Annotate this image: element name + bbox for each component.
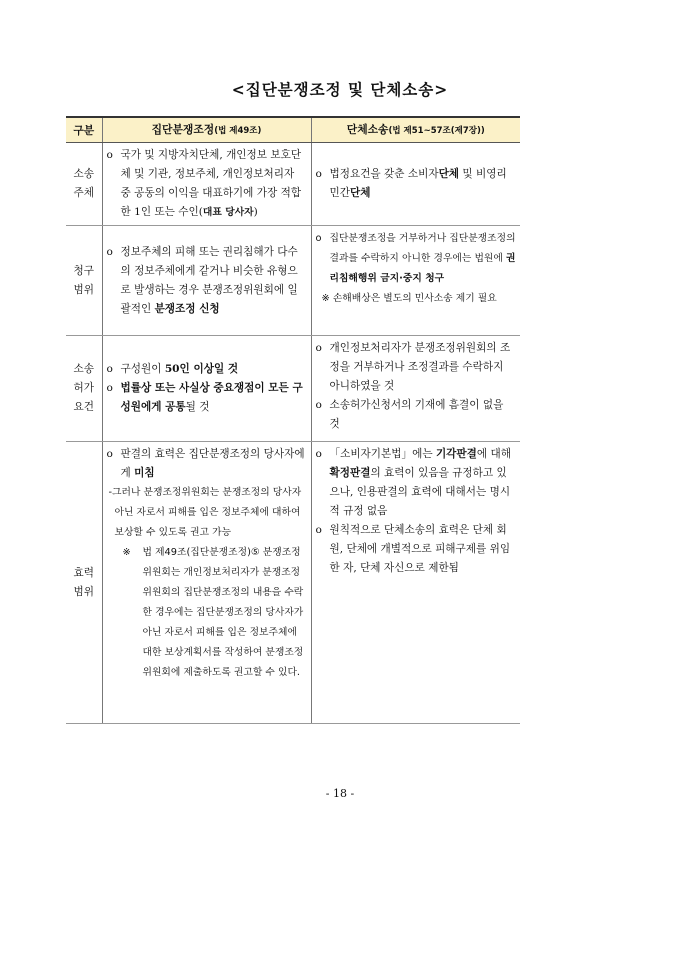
header-class-action bbox=[311, 117, 520, 143]
header-col3-small: (법 제51~57조(제7장)) bbox=[388, 125, 485, 136]
cell-mediation bbox=[102, 442, 311, 724]
item-bold: 분쟁조정 신청 bbox=[154, 302, 220, 315]
list-item bbox=[107, 243, 307, 319]
bullet-marker: o bbox=[106, 382, 113, 394]
item-text: 개인정보처리자가 분쟁조정위원회의 조정을 거부하거나 조정결과를 수락하지 아니하였을 것 bbox=[329, 342, 511, 392]
cell-class-action bbox=[311, 336, 520, 442]
list-item bbox=[316, 229, 517, 289]
item-text: 될 것 bbox=[185, 401, 210, 413]
row-category bbox=[66, 226, 102, 336]
category-line: 청구 bbox=[73, 264, 94, 277]
bullet-marker: o bbox=[315, 399, 322, 411]
note-text: 손해배상은 별도의 민사소송 제기 필요 bbox=[332, 293, 497, 304]
page-title: <집단분쟁조정 및 단체소송> bbox=[231, 80, 449, 99]
cell-class-action bbox=[311, 143, 520, 226]
item-bold: 50인 이상일 것 bbox=[164, 363, 239, 375]
item-bold: 확정판결 bbox=[329, 467, 371, 479]
table-row bbox=[66, 143, 520, 226]
table-row bbox=[66, 336, 520, 442]
note-text: 법 제49조(집단분쟁조정)⑤ 분쟁조정위원회는 개인정보처리자가 분쟁조정위원회의 집단분쟁조정의 내용을 수락한 경우에는 집단분쟁조정의 당사자가 아닌 자로서 피해를 입은 정보주체에 대한 보상계획서를 작성하여 분쟁조정위원회에 제출하도록 권고할 수 있다. bbox=[142, 547, 304, 678]
cell-mediation bbox=[102, 336, 311, 442]
table-header-row bbox=[66, 117, 520, 143]
item-text: 소송허가신청서의 기재에 흠결이 없을 것 bbox=[329, 399, 504, 430]
item-text: 정보주체의 피해 또는 권리침해가 다수의 정보주체에게 같거나 비슷한 유형으로 발생하는 경우 분쟁조정위원회에 일괄적인 bbox=[120, 245, 298, 315]
item-bold: 미침 bbox=[134, 467, 155, 479]
comparison-table bbox=[66, 116, 520, 724]
item-text: 의 효력이 있음을 규정하고 있으나, 인용판결의 효력에 대해서는 명시적 규정 없음 bbox=[329, 467, 511, 517]
cell-mediation bbox=[102, 226, 311, 336]
bullet-marker: o bbox=[315, 342, 322, 354]
item-text: 원칙적으로 단체소송의 효력은 단체 회원, 단체에 개별적으로 피해구제를 위임한 자, 단체 자신으로 제한됨 bbox=[329, 524, 511, 574]
item-text: 「소비자기본법」에는 bbox=[329, 448, 436, 460]
list-item bbox=[107, 146, 307, 222]
bullet-marker: o bbox=[315, 168, 322, 180]
list-item bbox=[316, 339, 517, 396]
cell-class-action bbox=[311, 226, 520, 336]
table-row bbox=[66, 226, 520, 336]
header-col2-main: 집단분쟁조정 bbox=[151, 122, 215, 136]
note bbox=[316, 289, 517, 308]
table-row bbox=[66, 442, 520, 724]
item-bold: 단체 bbox=[349, 187, 371, 199]
header-category: 구분 bbox=[66, 117, 102, 143]
item-text: ) bbox=[253, 206, 258, 218]
list-item bbox=[316, 165, 517, 203]
bullet-marker: o bbox=[106, 149, 113, 161]
item-bold: 법률상 또는 사실상 중요쟁점이 모든 구성원에게 공통 bbox=[120, 382, 303, 413]
bullet-marker: o bbox=[315, 233, 322, 244]
note-marker: ※ bbox=[122, 547, 131, 558]
item-bold: 기각판결 bbox=[435, 448, 477, 460]
list-item bbox=[107, 379, 307, 417]
item-text: 국가 및 지방자치단체, 개인정보 보호단체 및 기관, 정보주체, 개인정보처리자 중 공동의 이익을 대표하기에 가장 적합한 1인 또는 수인( bbox=[120, 149, 302, 218]
item-text: 구성원이 bbox=[120, 363, 165, 375]
item-text: 집단분쟁조정을 거부하거나 집단분쟁조정의 결과를 수락하지 아니한 경우에는 법원에 bbox=[329, 233, 516, 264]
list-item bbox=[107, 445, 307, 483]
row-category bbox=[66, 336, 102, 442]
category-line: 주체 bbox=[73, 187, 94, 199]
list-item bbox=[107, 360, 307, 379]
category-line: 소송 bbox=[73, 363, 94, 375]
list-item bbox=[316, 521, 517, 578]
item-bold: 단체 bbox=[438, 168, 460, 180]
item-text: 에 대해 bbox=[476, 448, 511, 460]
bullet-marker: o bbox=[315, 448, 322, 460]
list-item bbox=[316, 396, 517, 434]
category-line: 범위 bbox=[73, 585, 94, 598]
bullet-marker: o bbox=[106, 245, 113, 258]
note-marker: ※ bbox=[321, 293, 330, 304]
category-line: 범위 bbox=[73, 283, 94, 296]
bullet-marker: o bbox=[315, 524, 322, 536]
item-bold: 권리침해행위 금지·중지 청구 bbox=[329, 253, 516, 284]
cell-mediation bbox=[102, 143, 311, 226]
bullet-marker: o bbox=[106, 448, 113, 460]
header-col3-main: 단체소송 bbox=[346, 122, 389, 136]
item-text: 법정요건을 갖춘 소비자 bbox=[329, 168, 439, 180]
cell-class-action bbox=[311, 442, 520, 724]
dash-item: -그러나 분쟁조정위원회는 분쟁조정의 당사자 아닌 자로서 피해를 입은 정보주체에 대하여 보상할 수 있도록 권고 가능 bbox=[108, 487, 302, 538]
row-category bbox=[66, 143, 102, 226]
note bbox=[117, 543, 307, 683]
header-col2-small: (법 제49조) bbox=[214, 125, 262, 136]
category-line: 효력 bbox=[73, 566, 94, 579]
item-text: 판결의 효력은 집단분쟁조정의 당사자에게 bbox=[120, 448, 305, 479]
item-bold: 대표 당사자 bbox=[202, 207, 254, 218]
row-category bbox=[66, 442, 102, 724]
bullet-marker: o bbox=[106, 363, 113, 375]
page-number: - 18 - bbox=[325, 787, 355, 800]
list-item bbox=[316, 445, 517, 521]
header-collective-mediation bbox=[102, 117, 311, 143]
item-text: 및 비영리민간 bbox=[329, 168, 507, 199]
category-line: 허가 bbox=[73, 382, 94, 394]
category-line: 요건 bbox=[73, 401, 94, 413]
category-line: 소송 bbox=[73, 168, 94, 180]
